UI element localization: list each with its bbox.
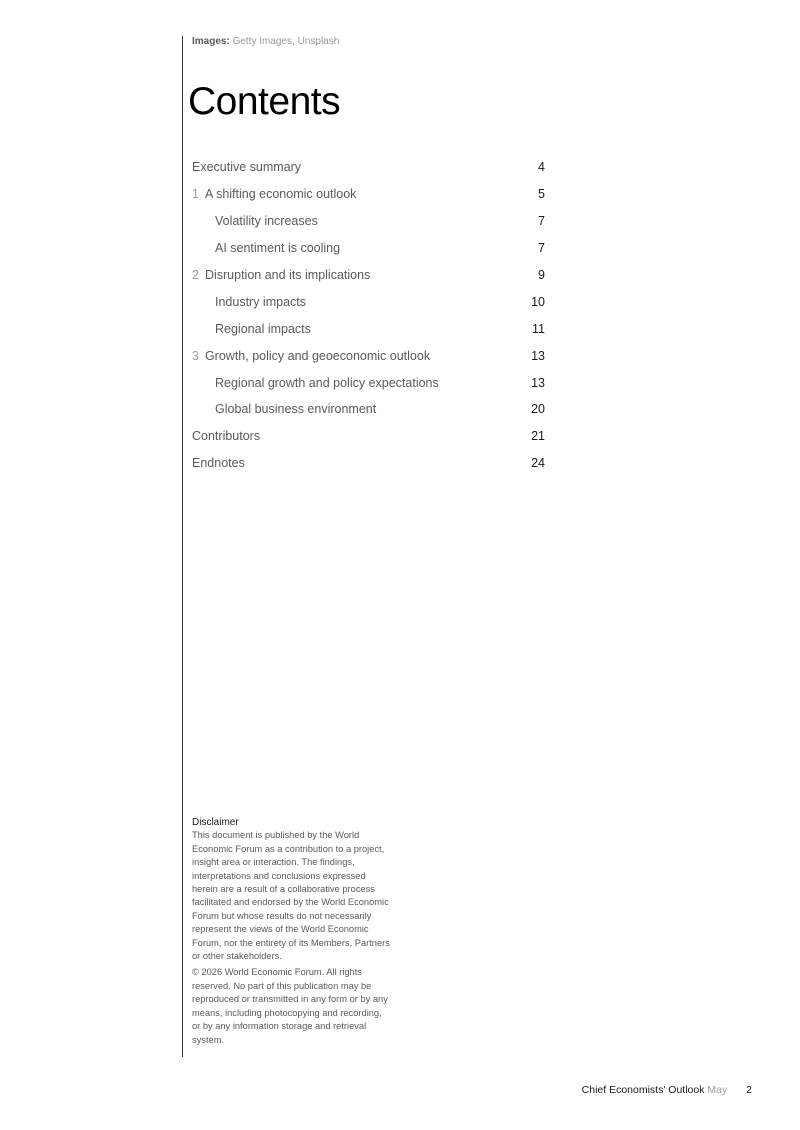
toc-entry-title — [192, 295, 306, 309]
margin-rule — [182, 36, 183, 1057]
toc-entry-title — [192, 429, 260, 443]
toc-entry-title — [192, 268, 370, 282]
toc-page-number: 24 — [531, 456, 545, 471]
copyright-notice: © 2026 World Economic Forum. All rights reserved. No part of this publication may be reproduced or transmitted in any form or by any means, including photocopying and recording, or by any information storage and retrieval system. — [192, 967, 388, 1045]
toc-entry-label: Volatility increases — [215, 214, 318, 229]
toc-subentry[interactable] — [192, 288, 545, 315]
toc-entry[interactable] — [192, 342, 545, 369]
toc-page-number: 21 — [531, 429, 545, 444]
images-credit-label: Images: — [192, 36, 230, 47]
toc-entry-title — [192, 160, 301, 174]
toc-entry[interactable] — [192, 450, 545, 477]
page-number: 2 — [746, 1084, 752, 1096]
toc-subentry[interactable] — [192, 369, 545, 396]
toc-entry-title — [192, 241, 340, 255]
toc-entry-label: A shifting economic outlook — [204, 187, 357, 202]
toc-page-number: 7 — [538, 241, 545, 256]
toc-entry-title — [192, 376, 439, 390]
toc-section-number: 1 — [192, 187, 199, 202]
toc-subentry[interactable] — [192, 208, 545, 235]
toc-entry-label: Disruption and its implications — [204, 268, 371, 282]
disclaimer — [192, 816, 392, 1050]
toc-entry-label: Executive summary — [192, 160, 302, 175]
toc-page-number: 7 — [538, 214, 545, 229]
toc-entry-title — [192, 187, 356, 201]
toc-entry-title — [192, 322, 311, 336]
publication-month: May — [707, 1084, 728, 1096]
toc-page-number: 13 — [531, 348, 545, 363]
toc-entry-label: Regional growth and policy expectations — [215, 375, 439, 390]
toc-subentry[interactable] — [192, 396, 545, 423]
toc-entry[interactable] — [192, 181, 545, 208]
toc-section-number: 2 — [192, 268, 199, 282]
toc-page-number: 9 — [538, 268, 545, 282]
toc-entry[interactable] — [192, 262, 545, 289]
table-of-contents — [192, 154, 545, 477]
toc-entry-label: Contributors — [192, 429, 261, 444]
toc-entry-label: Industry impacts — [215, 294, 307, 309]
images-credit-value: Getty Images, Unsplash — [232, 36, 340, 47]
toc-entry-label: Global business environment — [215, 402, 377, 417]
toc-page-number: 20 — [531, 402, 545, 417]
publication-title: Chief Economists' Outlook — [581, 1084, 705, 1096]
toc-page-number: 11 — [532, 321, 545, 336]
toc-subentry[interactable] — [192, 235, 545, 262]
images-credit — [192, 36, 339, 47]
toc-page-number: 13 — [531, 375, 545, 390]
toc-entry-title — [192, 402, 376, 416]
toc-entry-title — [192, 349, 430, 363]
toc-page-number: 10 — [531, 294, 545, 309]
toc-entry-label: Endnotes — [192, 456, 245, 471]
toc-entry-label: Regional impacts — [215, 321, 311, 336]
toc-entry-label: Growth, policy and geoeconomic outlook — [204, 348, 431, 363]
toc-page-number: 4 — [538, 160, 545, 175]
disclaimer-heading: Disclaimer — [192, 817, 239, 828]
toc-subentry[interactable] — [192, 315, 545, 342]
toc-entry-title — [192, 456, 245, 470]
toc-page-number: 5 — [538, 187, 545, 202]
toc-entry[interactable] — [192, 423, 545, 450]
page-footer — [582, 1084, 752, 1096]
page-title: Contents — [188, 80, 341, 123]
toc-section-number: 3 — [192, 348, 199, 363]
disclaimer-body: This document is published by the World Economic Forum as a contribution to a project, insight area or interaction. The findings, interpretations and conclusions expressed herein are a result of a collaborative process facilitated and endorsed by the World Economic Forum but whose results do not necessarily represent the views of the World Economic Forum, nor the entirety of its Members, Partners or other stakeholders. — [192, 830, 390, 962]
toc-entry[interactable] — [192, 154, 545, 181]
toc-entry-label: AI sentiment is cooling — [215, 241, 341, 256]
toc-entry-title — [192, 214, 318, 228]
